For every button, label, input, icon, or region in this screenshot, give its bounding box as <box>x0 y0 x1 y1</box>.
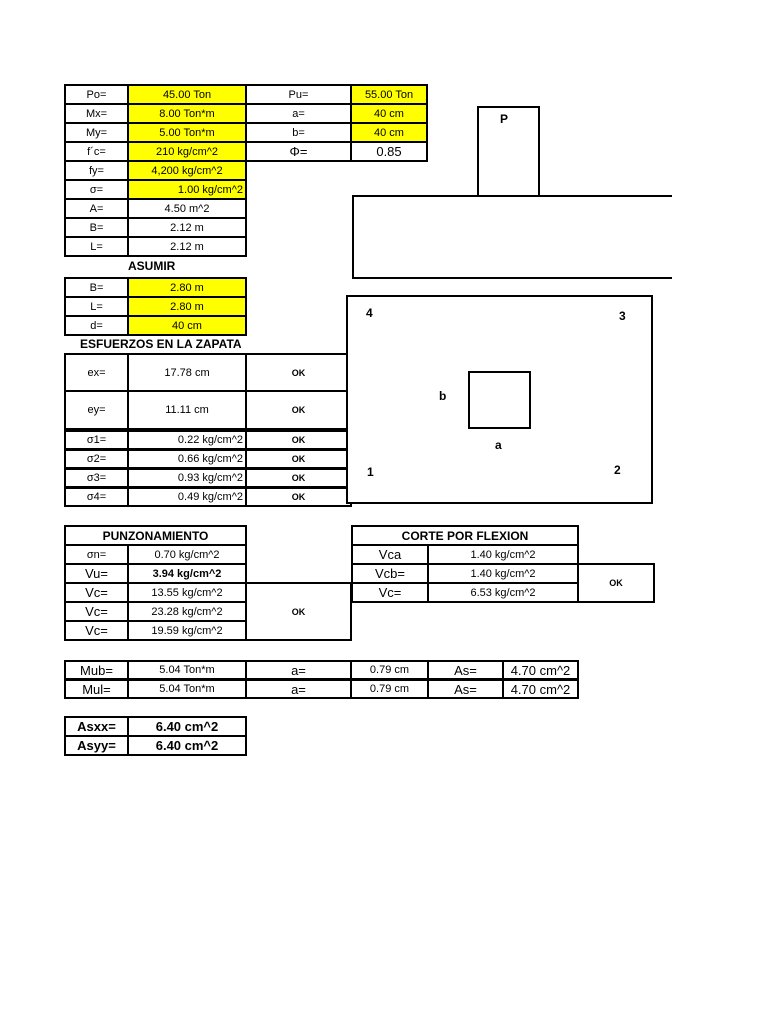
vc1-label: Vc= <box>64 582 129 603</box>
mx-label: Mx= <box>64 103 129 124</box>
vu-label: Vu= <box>64 563 129 584</box>
asumir-l-value[interactable]: 2.80 m <box>127 296 247 317</box>
column-elevation <box>477 106 540 198</box>
ey-status: OK <box>245 390 352 430</box>
column-label: P <box>500 112 509 126</box>
sigma-n-value: 0.70 kg/cm^2 <box>127 544 247 565</box>
punzonamiento-status: OK <box>245 582 352 641</box>
ldim-value: 2.12 m <box>127 236 247 257</box>
a-label: a= <box>245 103 352 124</box>
asxx-value: 6.40 cm^2 <box>127 716 247 737</box>
sigma1-value: 0.22 kg/cm^2 <box>127 430 247 450</box>
sigma4-label: σ4= <box>64 487 129 507</box>
mul-a-value: 0.79 cm <box>350 679 429 699</box>
punzonamiento-title: PUNZONAMIENTO <box>64 525 247 546</box>
sigma3-status: OK <box>245 468 352 488</box>
asumir-b-value[interactable]: 2.80 m <box>127 277 247 298</box>
vc3-value: 19.59 kg/cm^2 <box>127 620 247 641</box>
a-value[interactable]: 40 cm <box>350 103 428 124</box>
sigma2-status: OK <box>245 449 352 469</box>
sigma-n-label: σn= <box>64 544 129 565</box>
corner-2-label: 2 <box>614 463 621 477</box>
vc-value: 6.53 kg/cm^2 <box>427 582 579 603</box>
asyy-label: Asyy= <box>64 735 129 756</box>
mub-a-value: 0.79 cm <box>350 660 429 680</box>
vc1-value: 13.55 kg/cm^2 <box>127 582 247 603</box>
vc3-label: Vc= <box>64 620 129 641</box>
mub-as-value: 4.70 cm^2 <box>502 660 579 680</box>
sigma-value[interactable]: 1.00 kg/cm^2 <box>127 179 247 200</box>
mul-value: 5.04 Ton*m <box>127 679 247 699</box>
b-value[interactable]: 40 cm <box>350 122 428 143</box>
my-value[interactable]: 5.00 Ton*m <box>127 122 247 143</box>
fc-label: f´c= <box>64 141 129 162</box>
vc-label: Vc= <box>351 582 429 603</box>
mul-as-value: 4.70 cm^2 <box>502 679 579 699</box>
esfuerzos-title: ESFUERZOS EN LA ZAPATA <box>80 337 242 351</box>
corner-3-label: 3 <box>619 309 626 323</box>
mub-value: 5.04 Ton*m <box>127 660 247 680</box>
asumir-d-value[interactable]: 40 cm <box>127 315 247 336</box>
pu-label: Pu= <box>245 84 352 105</box>
fy-label: fy= <box>64 160 129 181</box>
sigma3-value: 0.93 kg/cm^2 <box>127 468 247 488</box>
ex-status: OK <box>245 353 352 392</box>
sigma1-status: OK <box>245 430 352 450</box>
ex-value: 17.78 cm <box>127 353 247 392</box>
po-label: Po= <box>64 84 129 105</box>
ey-value: 11.11 cm <box>127 390 247 430</box>
corte-status: OK <box>577 563 655 603</box>
asumir-title: ASUMIR <box>128 259 176 273</box>
fc-value[interactable]: 210 kg/cm^2 <box>127 141 247 162</box>
mul-label: Mul= <box>64 679 129 699</box>
vu-value: 3.94 kg/cm^2 <box>127 563 247 584</box>
sigma1-label: σ1= <box>64 430 129 450</box>
footing-elevation <box>352 195 672 279</box>
fy-value[interactable]: 4,200 kg/cm^2 <box>127 160 247 181</box>
vc2-label: Vc= <box>64 601 129 622</box>
mul-as-label: As= <box>427 679 504 699</box>
column-plan <box>468 371 531 429</box>
asxx-label: Asxx= <box>64 716 129 737</box>
pu-value[interactable]: 55.00 Ton <box>350 84 428 105</box>
vc2-value: 23.28 kg/cm^2 <box>127 601 247 622</box>
asumir-b-label: B= <box>64 277 129 298</box>
bdim-label: B= <box>64 217 129 238</box>
asumir-d-label: d= <box>64 315 129 336</box>
vca-value: 1.40 kg/cm^2 <box>427 544 579 565</box>
sigma3-label: σ3= <box>64 468 129 488</box>
mub-as-label: As= <box>427 660 504 680</box>
phi-label: Φ= <box>245 141 352 162</box>
sigma4-value: 0.49 kg/cm^2 <box>127 487 247 507</box>
sigma-label: σ= <box>64 179 129 200</box>
my-label: My= <box>64 122 129 143</box>
area-value: 4.50 m^2 <box>127 198 247 219</box>
mub-label: Mub= <box>64 660 129 680</box>
side-a-label: a <box>495 438 502 452</box>
mul-a-label: a= <box>245 679 352 699</box>
ldim-label: L= <box>64 236 129 257</box>
phi-value[interactable]: 0.85 <box>350 141 428 162</box>
sigma2-value: 0.66 kg/cm^2 <box>127 449 247 469</box>
sigma2-label: σ2= <box>64 449 129 469</box>
mub-a-label: a= <box>245 660 352 680</box>
bdim-value: 2.12 m <box>127 217 247 238</box>
area-label: A= <box>64 198 129 219</box>
corner-4-label: 4 <box>366 306 373 320</box>
po-value[interactable]: 45.00 Ton <box>127 84 247 105</box>
vca-label: Vca <box>351 544 429 565</box>
sigma4-status: OK <box>245 487 352 507</box>
vcb-label: Vcb= <box>351 563 429 584</box>
corte-title: CORTE POR FLEXION <box>351 525 579 546</box>
corner-1-label: 1 <box>367 465 374 479</box>
vcb-value: 1.40 kg/cm^2 <box>427 563 579 584</box>
asumir-l-label: L= <box>64 296 129 317</box>
mx-value[interactable]: 8.00 Ton*m <box>127 103 247 124</box>
b-label: b= <box>245 122 352 143</box>
ey-label: ey= <box>64 390 129 430</box>
ex-label: ex= <box>64 353 129 392</box>
side-b-label: b <box>439 389 447 403</box>
asyy-value: 6.40 cm^2 <box>127 735 247 756</box>
